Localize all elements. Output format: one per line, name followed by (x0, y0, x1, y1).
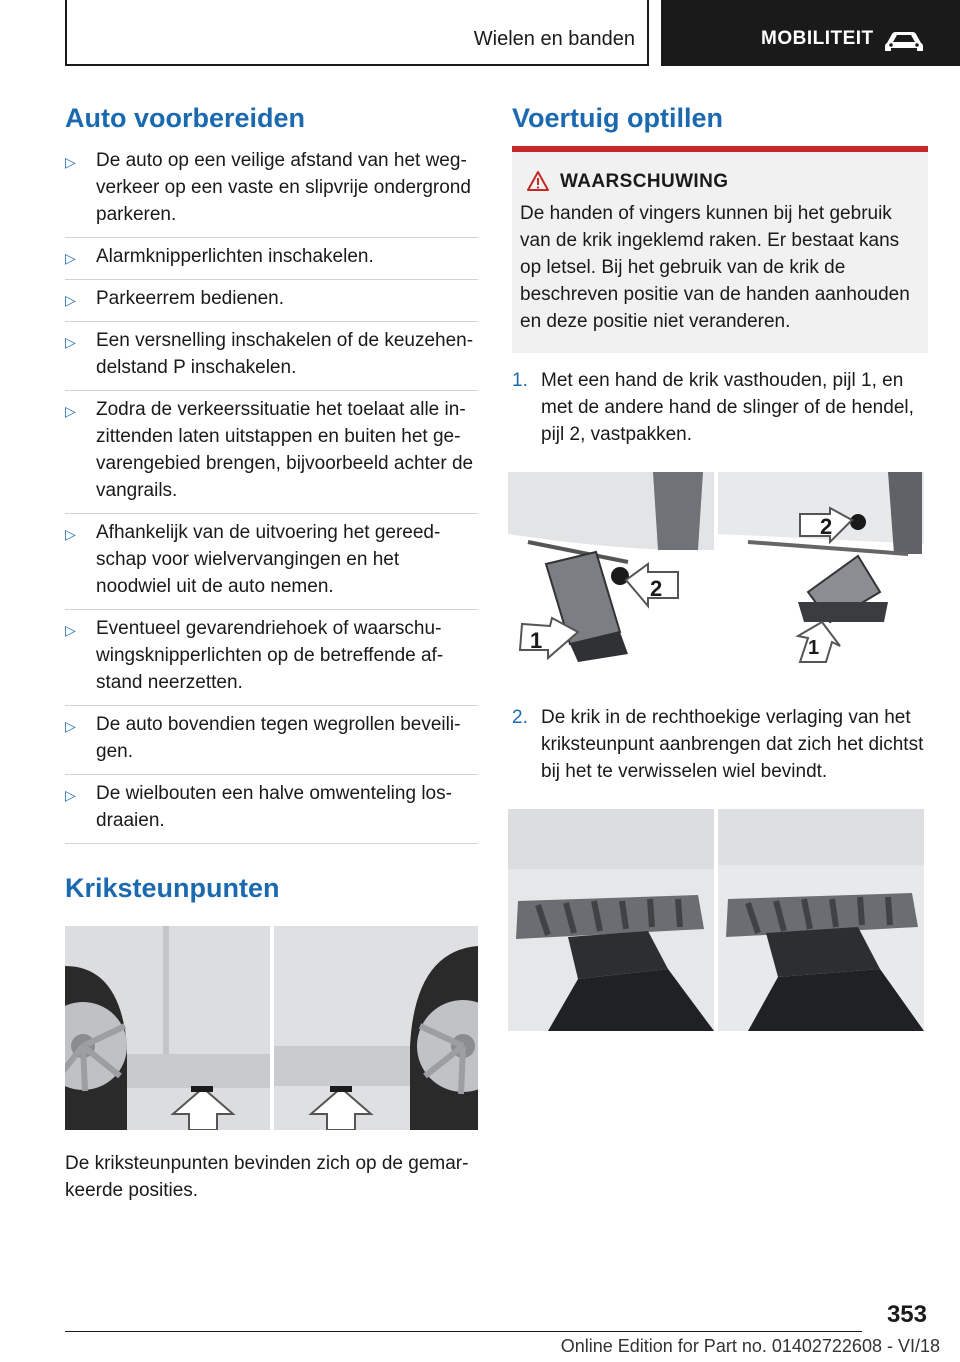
arrow-label: 1 (808, 637, 820, 659)
warning-text: De handen of vingers kunnen bij het gebruik van de krik ingeklemd raken. Er bestaat kans op letsel. Bij het gebruik van de krik de beschreven positie van de handen aanhouden en deze positie niet veranderen. (520, 203, 910, 332)
heading-prepare-car: Auto voorbereiden (65, 103, 306, 133)
jack-handling-figure (508, 472, 924, 664)
lift-steps-list (512, 367, 928, 448)
car-front-icon (883, 29, 925, 53)
lift-steps-list-continued (512, 704, 928, 785)
list-item: ▷ De wielbouten een halve omwenteling losdraaien. (65, 775, 478, 844)
jack-handling-illustration (508, 472, 924, 664)
chapter-title: MOBILITEIT (761, 28, 874, 49)
triangle-bullet-icon: ▷ (65, 292, 76, 308)
arrow-label: 1 (530, 628, 543, 653)
list-item: ▷ Een versnelling inschakelen of de keuzehendelstand P inschakelen. (65, 322, 478, 391)
triangle-bullet-icon: ▷ (65, 526, 76, 542)
chapter-tab (661, 0, 960, 66)
list-item: ▷ De auto bovendien tegen wegrollen beveiligen. (65, 706, 478, 775)
list-item: ▷ Zodra de verkeerssituatie het toelaat alle inzittenden laten uitstappen en buiten het gevarengebied brengen, bijvoorbeeld achter de vangrails. (65, 391, 478, 514)
list-item: ▷ Eventueel gevarendriehoek of waarschuwingsknipperlichten op de betreffende afstand neerzetten. (65, 610, 478, 706)
warning-title: WAARSCHUWING (560, 171, 729, 192)
triangle-bullet-icon: ▷ (65, 250, 76, 266)
step-number: 1. (512, 370, 528, 391)
right-column (512, 100, 928, 1031)
triangle-bullet-icon: ▷ (65, 718, 76, 734)
step-item: 2. De krik in de rechthoekige verlaging van het kriksteunpunt aanbrengen dat zich het dichtst bij het te verwisselen wiel bevindt. (512, 704, 928, 785)
list-item: ▷ Parkeerrem bedienen. (65, 280, 478, 322)
heading-lift-vehicle: Voertuig optillen (512, 103, 723, 133)
step-number: 2. (512, 707, 528, 728)
triangle-bullet-icon: ▷ (65, 787, 76, 803)
triangle-bullet-icon: ▷ (65, 334, 76, 350)
list-item: ▷ Afhankelijk van de uitvoering het gereedschap voor wielvervangingen en het noodwiel uit de auto nemen. (65, 514, 478, 610)
triangle-bullet-icon: ▷ (65, 154, 76, 170)
edition-note: Online Edition for Part no. 01402722608 - VI/18 (560, 1336, 940, 1356)
jack-points-illustration (65, 926, 478, 1130)
triangle-bullet-icon: ▷ (65, 403, 76, 419)
jack-placement-illustration (508, 809, 924, 1031)
page-header (0, 0, 960, 66)
warning-box (512, 146, 928, 353)
section-title: Wielen en banden (473, 28, 635, 50)
jack-points-caption: De kriksteunpunten bevinden zich op de gemarkeerde posities. (65, 1153, 469, 1201)
list-item: ▷ De auto op een veilige afstand van het wegverkeer op een vaste en slipvrije ondergrond parkeren. (65, 142, 478, 238)
triangle-bullet-icon: ▷ (65, 622, 76, 638)
jack-placement-figure (508, 809, 924, 1031)
step-item: 1. Met een hand de krik vasthouden, pijl 1, en met de andere hand de slinger of de hendel, pijl 2, vastpakken. (512, 367, 928, 448)
heading-jack-points: Kriksteunpunten (65, 873, 280, 903)
warning-title-row (520, 170, 920, 194)
left-column (65, 100, 478, 1204)
arrow-label: 2 (650, 576, 663, 601)
prepare-steps-list (65, 142, 478, 844)
page-number: 353 (886, 1301, 927, 1328)
warning-triangle-icon (526, 170, 550, 192)
section-tab (65, 0, 649, 66)
footer-divider (65, 1331, 862, 1332)
jack-points-figure (65, 926, 478, 1130)
arrow-label: 2 (820, 514, 833, 539)
list-item: ▷ Alarmknipperlichten inschakelen. (65, 238, 478, 280)
